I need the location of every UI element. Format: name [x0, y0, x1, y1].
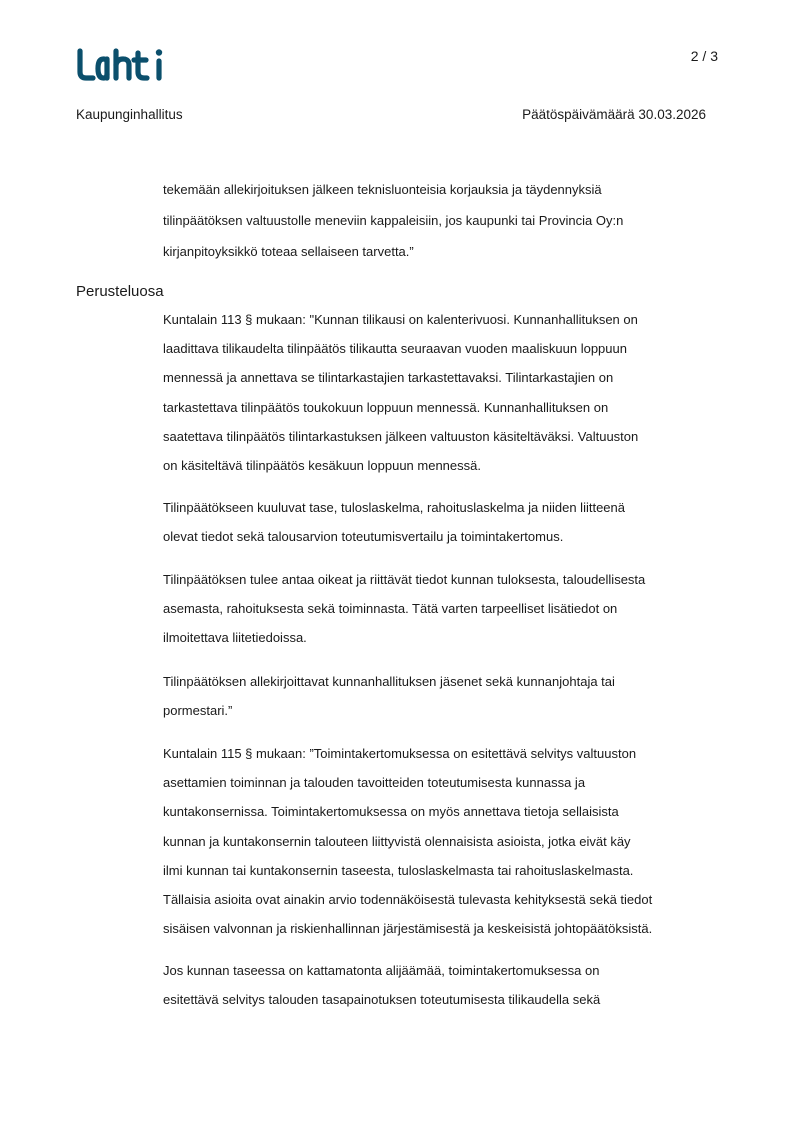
- decision-date-value: 30.03.2026: [638, 107, 706, 122]
- text-line: asettamien toiminnan ja talouden tavoitteiden toteutumisesta kunnassa ja: [163, 775, 586, 791]
- text-line: laadittava tilikaudelta tilinpäätös tilikautta seuraavan vuoden maaliskuun loppuun: [163, 341, 627, 357]
- text-line: Jos kunnan taseessa on kattamatonta alijäämää, toimintakertomuksessa on: [163, 963, 600, 978]
- section-heading: Perusteluosa: [76, 283, 164, 300]
- text-line: mennessä ja annettava se tilintarkastajien tarkastettavaksi. Tilintarkastajien on: [163, 370, 614, 386]
- intro-paragraph: [163, 175, 733, 267]
- text-line: kirjanpitoyksikkö toteaa sellaiseen tarvetta.”: [163, 244, 414, 260]
- paragraph-allekirjoitus: [163, 667, 733, 725]
- text-line: pormestari.”: [163, 703, 233, 719]
- text-line: tilinpäätöksen valtuustolle meneviin kappaleisiin, jos kaupunki tai Provincia Oy:n: [163, 213, 624, 229]
- text-line: ilmi kunnan tai kuntakonsernin taseesta, tuloslaskelmasta tai rahoituslaskelmasta.: [163, 862, 634, 878]
- text-line: Tällaisia asioita ovat ainakin arvio todennäköisestä tulevasta kehityksestä sekä tiedot: [163, 892, 653, 908]
- text-line: Kuntalain 115 § mukaan: ”Toimintakertomuksessa on esitettävä selvitys valtuuston: [163, 746, 637, 761]
- text-line: ilmoitettava liitetiedoissa.: [163, 630, 307, 646]
- text-line: esitettävä selvitys talouden tasapainotuksen toteutumisesta tilikaudella sekä: [163, 992, 601, 1008]
- paragraph-alijaama: [163, 956, 733, 1014]
- lahti-logo: [76, 48, 168, 82]
- paragraph-tilinpaatoksen-tiedot: [163, 565, 733, 653]
- decision-date: [522, 107, 706, 122]
- text-line: tekemään allekirjoituksen jälkeen teknisluonteisia korjauksia ja täydennyksiä: [163, 182, 602, 197]
- paragraph-kuntalain-113: [163, 305, 733, 480]
- text-line: Kuntalain 113 § mukaan: "Kunnan tilikausi on kalenterivuosi. Kunnanhallituksen on: [163, 312, 638, 327]
- text-line: sisäisen valvonnan ja riskienhallinnan järjestämisestä ja keskeisistä johtopäätöksistä.: [163, 921, 653, 937]
- text-line: kuntakonsernissa. Toimintakertomuksessa on myös annettava tietoja sellaisista: [163, 804, 619, 820]
- organization-name: Kaupunginhallitus: [76, 107, 183, 122]
- text-line: tarkastettava tilinpäätös toukokuun loppuun mennessä. Kunnanhallituksen on: [163, 399, 609, 415]
- text-line: kunnan ja kuntakonsernin talouteen liittyvistä olennaisista asioista, jotka eivät käy: [163, 833, 631, 849]
- text-line: Tilinpäätökseen kuuluvat tase, tuloslaskelma, rahoituslaskelma ja niiden liitteenä: [163, 500, 625, 515]
- text-line: asemasta, rahoituksesta sekä toiminnasta. Tätä varten tarpeelliset lisätiedot on: [163, 601, 618, 617]
- text-line: Tilinpäätöksen allekirjoittavat kunnanhallituksen jäsenet sekä kunnanjohtaja tai: [163, 674, 615, 689]
- page-number: 2 / 3: [690, 48, 718, 64]
- paragraph-kuntalain-115: [163, 739, 733, 943]
- decision-date-label: Päätöspäivämäärä: [522, 107, 635, 122]
- paragraph-tilinpaatokseen: [163, 493, 733, 551]
- text-line: saatettava tilinpäätös tilintarkastuksen jälkeen valtuuston käsiteltäväksi. Valtuuston: [163, 428, 639, 444]
- text-line: on käsiteltävä tilinpäätös kesäkuun loppuun mennessä.: [163, 458, 481, 474]
- text-line: olevat tiedot sekä talousarvion toteutumisvertailu ja toimintakertomus.: [163, 529, 564, 545]
- text-line: Tilinpäätöksen tulee antaa oikeat ja riittävät tiedot kunnan tuloksesta, taloudellisesta: [163, 572, 646, 587]
